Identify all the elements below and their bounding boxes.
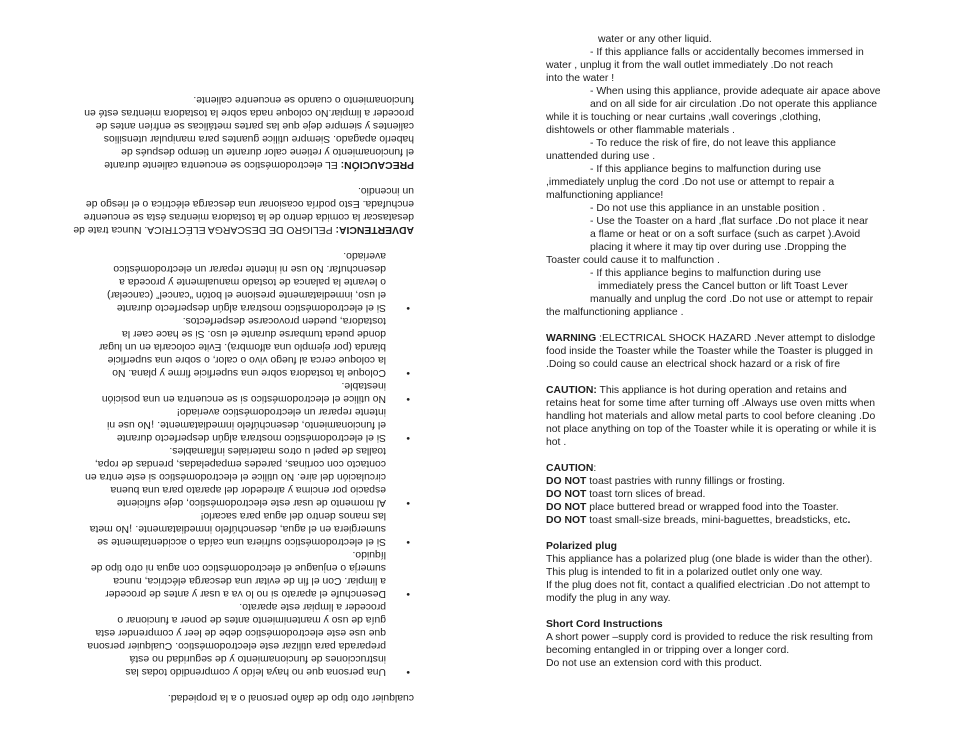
- immersed-warning: - If this appliance falls or accidentally becomes immersed in water , unplug it from the wall outlet immediately .Do not reach into the water !: [546, 47, 864, 84]
- list-item: DO NOT toast pastries with runny fillings or frosting.: [546, 476, 786, 487]
- air-space-warning: - When using this appliance, provide adequate air apace above and on all side for air circulation .Do not operate this appliance while it is touching or near curtains ,wall coverings ,clothing, dishtowels or other flammable materials .: [546, 86, 881, 136]
- section-title: Polarized plug: [546, 541, 618, 552]
- bullet-icon: •: [406, 536, 410, 547]
- liquid-tail: water or any other liquid.: [598, 34, 712, 45]
- spanish-intro: cualquier otro tipo de daño personal o a la propiedad.: [167, 692, 414, 703]
- list-item: DO NOT toast small-size breads, mini-baguettes, breadsticks, etc.: [546, 515, 851, 526]
- bullet-icon: •: [406, 666, 410, 677]
- list-item: • Coloque la tostadora sobre una superficie firme y plana. No la coloque cerca al fuego vivo o calor, o sobre una superficie blanda (por ejemplo una alfombra). Evite colocarla en un lugar donde pueda tumbarse durante el uso. Si se hace caer la tostadora, pueden provocarse desperfectos.: [98, 315, 410, 378]
- bullet-icon: •: [406, 432, 410, 443]
- spanish-safety-list: [64, 249, 414, 678]
- electrical-shock-warning: WARNING :ELECTRICAL SHOCK HAZARD .Never attempt to dislodge food inside the Toaster while the Toaster while the Toaster is plugged in .Doing so could cause an electrical shock hazard or a risk of fire: [546, 333, 876, 370]
- spanish-caution: PRECAUCIÓN: EL electrodoméstico se encuentra caliente durante el funcionamiento y retiene calor durante un tiempo después de haberlo apagado. Siempre utilice guantes para manipular utensilios calientes y siempre deje que las partes metálicas se enfríen antes de proceder a limpiar.No coloque nada sobre la tostadora mientras esté en funcionamiento o cuando se encuentre caliente.: [84, 94, 414, 170]
- list-item: • No utilice el electrodoméstico si se encuentra en una posición inestable.: [101, 380, 410, 404]
- caution-label: CAUTION: [546, 463, 594, 474]
- bullet-icon: •: [406, 393, 410, 404]
- fire-warning: - To reduce the risk of fire, do not leave this appliance unattended during use .: [546, 138, 836, 162]
- spanish-warning: ADVERTENCIA: PELIGRO DE DESCARGA ELÉCTRICA. Nunca trate de desatascar la comida dentro de la tostadora mientras ésta se encuentre enchufada. Esto podría ocasionar una descarga eléctrica o el riesgo de un incendio.: [73, 185, 414, 235]
- polarized-plug-section: Polarized plug This appliance has a polarized plug (one blade is wider than the other). This plug is intended to fit in a polarized outlet only one way. If the plug does not fit, contact a qualified electrician .Do not attempt to modify the plug in any way.: [546, 541, 873, 604]
- hot-caution: CAUTION: This appliance is hot during operation and retains and retains heat for some time after turning off .Always use oven mitts when handling hot materials and allow metal parts to cool before cleaning .Do not place anything on top of the Toaster while it is operating or while it is hot .: [546, 385, 877, 448]
- list-item: • Si el electrodoméstico mostrara algún desperfecto durante el funcionamiento, desenchúfelo inmediatamente. ¡No use ni intente reparar un electrodoméstico averiado!: [107, 406, 410, 443]
- list-item: • Si el electrodoméstico sufriera una caída o accidentalmente se sumergiera en el agua, desenchúfelo inmediatamente. ¡No meta las manos dentro del agua para sacarlo!: [89, 510, 410, 547]
- spanish-column: [64, 60, 414, 704]
- short-cord-section: Short Cord Instructions A short power –supply cord is provided to reduce the risk resulting from becoming entangled in or tripping over a longer cord. Do not use an extension cord with this product.: [546, 619, 873, 669]
- bullet-icon: •: [406, 302, 410, 313]
- bullet-icon: •: [406, 367, 410, 378]
- bullet-icon: •: [406, 497, 410, 508]
- english-column: [546, 33, 898, 670]
- list-item: • Al momento de usar este electrodoméstico, deje suficiente espacio por encima y alrededor del aparato para una buena circulación del aire. No utilice el electrodoméstico si este entra en contacto con cortinas, paredes empapeladas, prendas de ropa, toallas de papel u otros materiales inflamables.: [85, 445, 410, 508]
- section-title: Short Cord Instructions: [546, 619, 663, 630]
- list-item: • Si el electrodoméstico mostrara algún desperfecto durante el uso, inmediatamente presione el botón “cancel” (cancelar) o levante la palanca de tostado manualmente y proceda a desenchufar. No use ni intente reparar un electrodoméstico averiado.: [107, 250, 410, 313]
- unstable-warning: - Do not use this appliance in an unstable position .: [590, 203, 826, 214]
- list-item: • Una persona que no haya leído y comprendido todas las instrucciones de funcionamiento y de seguridad no está preparada para utilizar este electrodoméstico. Cualquier persona que use este electrodoméstico debe de leer y comprender esta guía de uso y mantenimiento antes de poner a funcionar o proceder a limpiar este aparato.: [87, 601, 410, 677]
- warning-label: WARNING: [546, 333, 597, 344]
- bullet-icon: •: [406, 588, 410, 599]
- do-not-caution: CAUTION: DO NOT toast pastries with runny fillings or frosting. DO NOT toast torn slices of bread. DO NOT place buttered bread or wrapped food into the Toaster. DO NOT toast small-size breads, mini-baguettes, breadsticks, etc.: [546, 462, 898, 527]
- list-item: DO NOT toast torn slices of bread.: [546, 489, 706, 500]
- list-item: • Desenchufe el aparato si no lo va a usar y antes de proceder a limpiar. Con el fin de evitar una descarga eléctrica, nunca sumerja o enjuague el electrodoméstico con agua ni otro tipo de líquido.: [90, 549, 410, 599]
- surface-warning: - Use the Toaster on a hard ,flat surface .Do not place it near a flame or heat or on a soft surface (such as carpet ).Avoid placing it where it may tip over during use .Dropping the Toaster could cause it to malfunction .: [546, 216, 869, 266]
- malfunction-warning: - If this appliance begins to malfunction during use ,immediately unplug the cord .Do not use or attempt to repair a malfunctioning appliance!: [546, 164, 835, 201]
- cancel-warning: - If this appliance begins to malfunction during use immediately press the Cancel button or lift Toast Lever manually and unplug the cord .Do not use or attempt to repair the malfunctioning appliance .: [546, 268, 874, 318]
- caution-label: CAUTION:: [546, 385, 597, 396]
- list-item: DO NOT place buttered bread or wrapped food into the Toaster.: [546, 502, 839, 513]
